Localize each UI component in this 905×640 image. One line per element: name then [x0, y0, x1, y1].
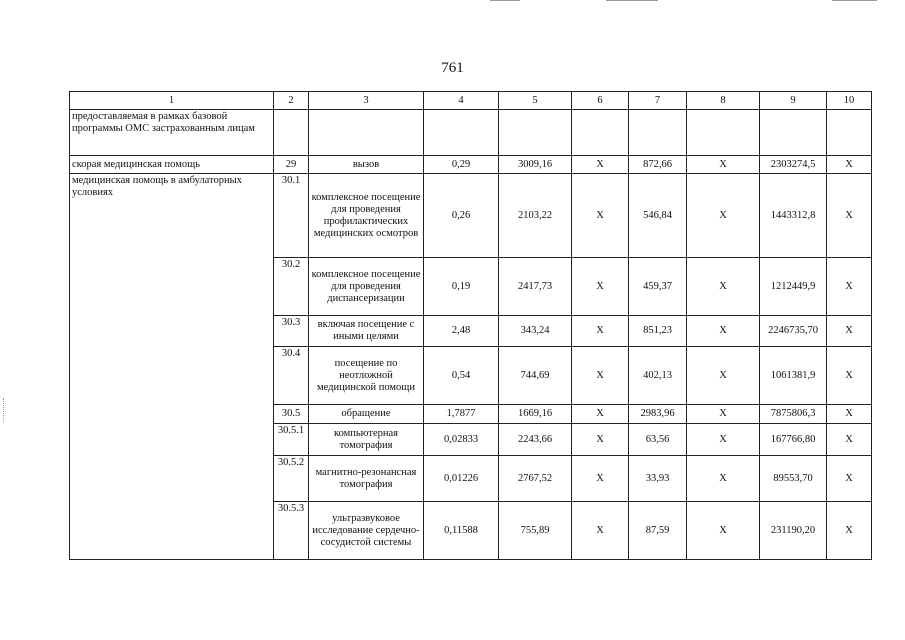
- value-cell: 755,89: [499, 502, 572, 560]
- value-cell: 0,29: [424, 156, 499, 174]
- value-cell: 0,54: [424, 347, 499, 405]
- row-number-cell: 30.5.1: [274, 424, 309, 456]
- value-cell: 0,11588: [424, 502, 499, 560]
- value-cell: [499, 110, 572, 156]
- value-cell: 2767,52: [499, 456, 572, 502]
- table-row: [70, 174, 872, 258]
- header-cell: 1: [70, 92, 274, 110]
- value-cell: [424, 110, 499, 156]
- value-cell: Х: [572, 258, 629, 316]
- value-cell: Х: [827, 424, 872, 456]
- header-cell: 6: [572, 92, 629, 110]
- value-cell: [629, 110, 687, 156]
- row-number-cell: 30.5: [274, 405, 309, 424]
- header-cell: 5: [499, 92, 572, 110]
- value-cell: 1,7877: [424, 405, 499, 424]
- header-cell: 4: [424, 92, 499, 110]
- value-cell: 63,56: [629, 424, 687, 456]
- value-cell: Х: [572, 347, 629, 405]
- value-cell: Х: [572, 316, 629, 347]
- header-cell: 9: [760, 92, 827, 110]
- row-number-cell: 30.5.2: [274, 456, 309, 502]
- row-number-cell: 30.5.3: [274, 502, 309, 560]
- header-cell: 7: [629, 92, 687, 110]
- value-cell: Х: [827, 316, 872, 347]
- value-cell: 2103,22: [499, 174, 572, 258]
- header-cell: 8: [687, 92, 760, 110]
- value-cell: 851,23: [629, 316, 687, 347]
- value-cell: Х: [827, 156, 872, 174]
- value-cell: Х: [827, 258, 872, 316]
- value-cell: 343,24: [499, 316, 572, 347]
- value-cell: 2243,66: [499, 424, 572, 456]
- value-cell: Х: [687, 405, 760, 424]
- value-cell: Х: [827, 502, 872, 560]
- row-number-cell: 30.2: [274, 258, 309, 316]
- value-cell: 0,02833: [424, 424, 499, 456]
- category-cell: медицинская помощь в амбулаторных условиях: [70, 174, 274, 560]
- value-cell: 2983,96: [629, 405, 687, 424]
- value-cell: Х: [572, 405, 629, 424]
- value-cell: Х: [827, 405, 872, 424]
- row-number-cell: 29: [274, 156, 309, 174]
- page-number: 761: [441, 60, 464, 76]
- unit-cell: посещение по неотложной медицинской помощи: [309, 347, 424, 405]
- unit-cell: комплексное посещение для проведения диспансеризации: [309, 258, 424, 316]
- value-cell: Х: [687, 456, 760, 502]
- value-cell: 0,19: [424, 258, 499, 316]
- value-cell: Х: [687, 424, 760, 456]
- unit-cell: компьютерная томография: [309, 424, 424, 456]
- value-cell: 1669,16: [499, 405, 572, 424]
- row-number-cell: 30.4: [274, 347, 309, 405]
- value-cell: 2417,73: [499, 258, 572, 316]
- header-row: [70, 92, 872, 110]
- value-cell: Х: [572, 424, 629, 456]
- value-cell: 2,48: [424, 316, 499, 347]
- value-cell: Х: [687, 258, 760, 316]
- value-cell: 2303274,5: [760, 156, 827, 174]
- value-cell: Х: [687, 316, 760, 347]
- value-cell: 0,01226: [424, 456, 499, 502]
- unit-cell: ультразвуковое исследование сердечно-сосудистой системы: [309, 502, 424, 560]
- value-cell: Х: [572, 456, 629, 502]
- value-cell: [827, 110, 872, 156]
- value-cell: 872,66: [629, 156, 687, 174]
- value-cell: 7875806,3: [760, 405, 827, 424]
- value-cell: 546,84: [629, 174, 687, 258]
- row-number-cell: 30.3: [274, 316, 309, 347]
- value-cell: 1443312,8: [760, 174, 827, 258]
- value-cell: 402,13: [629, 347, 687, 405]
- scan-mark-1: [490, 0, 520, 1]
- data-table: [69, 91, 872, 560]
- value-cell: Х: [687, 174, 760, 258]
- table-row: [70, 110, 872, 156]
- scan-mark-3: [832, 0, 877, 1]
- value-cell: Х: [827, 456, 872, 502]
- value-cell: 167766,80: [760, 424, 827, 456]
- scan-mark-2: [606, 0, 658, 1]
- unit-cell: [309, 110, 424, 156]
- table-row: [70, 156, 872, 174]
- value-cell: Х: [572, 174, 629, 258]
- value-cell: 87,59: [629, 502, 687, 560]
- value-cell: Х: [687, 156, 760, 174]
- value-cell: [760, 110, 827, 156]
- value-cell: 1061381,9: [760, 347, 827, 405]
- value-cell: Х: [572, 156, 629, 174]
- unit-cell: включая посещение с иными целями: [309, 316, 424, 347]
- value-cell: 744,69: [499, 347, 572, 405]
- value-cell: 1212449,9: [760, 258, 827, 316]
- category-cell: скорая медицинская помощь: [70, 156, 274, 174]
- value-cell: Х: [827, 347, 872, 405]
- value-cell: Х: [687, 502, 760, 560]
- header-cell: 2: [274, 92, 309, 110]
- value-cell: 89553,70: [760, 456, 827, 502]
- value-cell: [687, 110, 760, 156]
- value-cell: 0,26: [424, 174, 499, 258]
- value-cell: [572, 110, 629, 156]
- unit-cell: вызов: [309, 156, 424, 174]
- value-cell: 231190,20: [760, 502, 827, 560]
- value-cell: Х: [827, 174, 872, 258]
- unit-cell: обращение: [309, 405, 424, 424]
- value-cell: Х: [687, 347, 760, 405]
- unit-cell: магнитно-резонансная томография: [309, 456, 424, 502]
- row-number-cell: [274, 110, 309, 156]
- header-cell: 3: [309, 92, 424, 110]
- value-cell: 2246735,70: [760, 316, 827, 347]
- value-cell: Х: [572, 502, 629, 560]
- category-cell: предоставляемая в рамках базовой программы ОМС застрахованным лицам: [70, 110, 274, 156]
- value-cell: 33,93: [629, 456, 687, 502]
- value-cell: 459,37: [629, 258, 687, 316]
- row-number-cell: 30.1: [274, 174, 309, 258]
- unit-cell: комплексное посещение для проведения профилактических медицинских осмотров: [309, 174, 424, 258]
- header-cell: 10: [827, 92, 872, 110]
- value-cell: 3009,16: [499, 156, 572, 174]
- margin-mark: [3, 398, 5, 422]
